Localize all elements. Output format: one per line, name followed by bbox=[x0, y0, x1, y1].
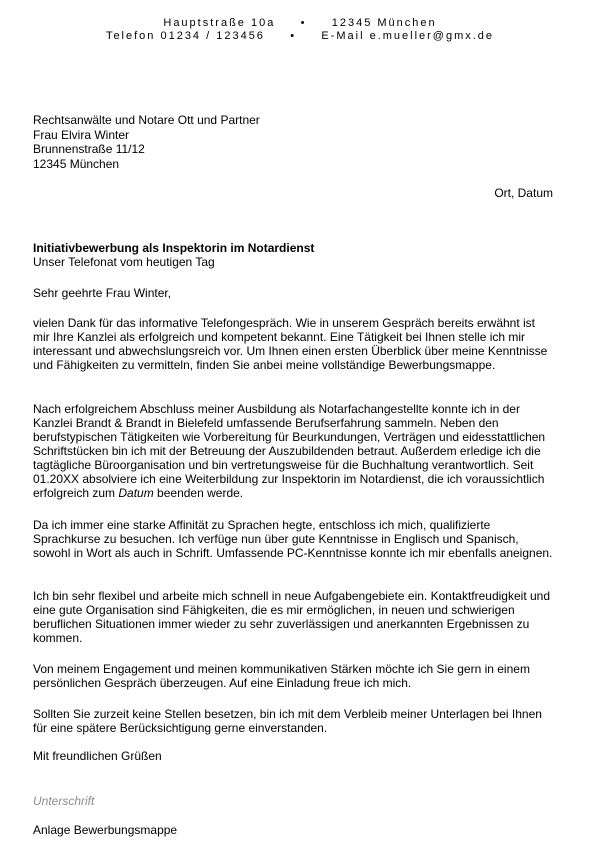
subject-block bbox=[33, 241, 553, 269]
recipient-city: 12345 München bbox=[33, 156, 120, 171]
paragraph-experience-end: beenden werde. bbox=[153, 486, 244, 500]
paragraph-experience-date: Datum bbox=[118, 486, 154, 500]
paragraph-languages: Da ich immer eine starke Affinität zu Sprachen hegte, entschloss ich mich, qualifizierte Sprachkurse zu besuchen. Ich verfüge nun über gute Kenntnisse in Englisch und Spanisch, sowohl in Wort als auch in Schrift. Umfassende PC-Kenntnisse konnte ich mir ebenfalls aneignen. bbox=[33, 518, 553, 560]
enclosure-note: Anlage Bewerbungsmappe bbox=[33, 823, 178, 837]
signature-placeholder: Unterschrift bbox=[33, 794, 95, 808]
closing-phrase: Mit freundlichen Grüßen bbox=[33, 749, 162, 763]
paragraph-documents: Sollten Sie zurzeit keine Stellen besetzen, bin ich mit dem Verbleib meiner Unterlagen bei Ihnen für eine spätere Berücksichtigung gerne einverstanden. bbox=[33, 707, 542, 735]
paragraph-skills: Ich bin sehr flexibel und arbeite mich schnell in neue Aufgabengebiete ein. Kontaktfreudigkeit und eine gute Organisation sind Fähigkeiten, die es mir ermöglichen, in neuen und schwierigen beruflichen Situationen immer wieder zu sehr zuverlässigen und anerkannten Ergebnissen zu kommen. bbox=[33, 589, 551, 645]
paragraph-experience bbox=[33, 402, 553, 500]
sender-address-line: Hauptstraße 10a • 12345 München bbox=[163, 17, 437, 29]
subject-title: Initiativbewerbung als Inspektorin im Notardienst bbox=[33, 241, 315, 255]
paragraph-experience-text: Nach erfolgreichem Abschluss meiner Ausbildung als Notarfachangestellte konnte ich in der Kanzlei Brandt & Brandt in Bielefeld umfassende Berufserfahrung sammeln. Neben den berufstypischen Tätigkeiten wie Vorbereitung für Beurkundungen, Verträgen und eidesstattlichen Schriftstücken bin ich mit der Betreuung der Auszubildenden betraut. Außerdem erledige ich die tagtägliche Büroorganisation und bin vertretungsweise für die Buchhaltung verantwortlich. Seit 01.20XX absolviere ich eine Weiterbildung zur Inspektorin im Notardienst, die ich voraussichtlich erfolgreich zum bbox=[33, 402, 546, 500]
recipient-address bbox=[33, 113, 553, 171]
recipient-name: Frau Elvira Winter bbox=[33, 127, 130, 142]
paragraph-engagement: Von meinem Engagement und meinen kommunikativen Stärken möchte ich Sie gern in einem persönlichen Gespräch überzeugen. Auf eine Einladung freue ich mich. bbox=[33, 662, 530, 690]
recipient-company: Rechtsanwälte und Notare Ott und Partner bbox=[33, 113, 260, 127]
letter-date: Ort, Datum bbox=[494, 186, 553, 200]
salutation: Sehr geehrte Frau Winter, bbox=[33, 286, 172, 300]
recipient-street: Brunnenstraße 11/12 bbox=[33, 142, 145, 156]
paragraph-intro: vielen Dank für das informative Telefongespräch. Wie in unserem Gespräch bereits erwähnt ist mir Ihre Kanzlei als erfolgreich und kompetent bekannt. Eine Tätigkeit bei Ihnen stelle ich mir interessant und abwechslungsreich vor. Um Ihnen einen ersten Überblick über meine Kenntnisse und Fähigkeiten zu vermitteln, finden Sie anbei meine vollständige Bewerbungsmappe. bbox=[33, 316, 548, 372]
sender-contact-line: Telefon 01234 / 123456 • E-Mail e.mueller@gmx.de bbox=[105, 30, 495, 42]
subject-reference: Unser Telefonat vom heutigen Tag bbox=[33, 255, 215, 269]
